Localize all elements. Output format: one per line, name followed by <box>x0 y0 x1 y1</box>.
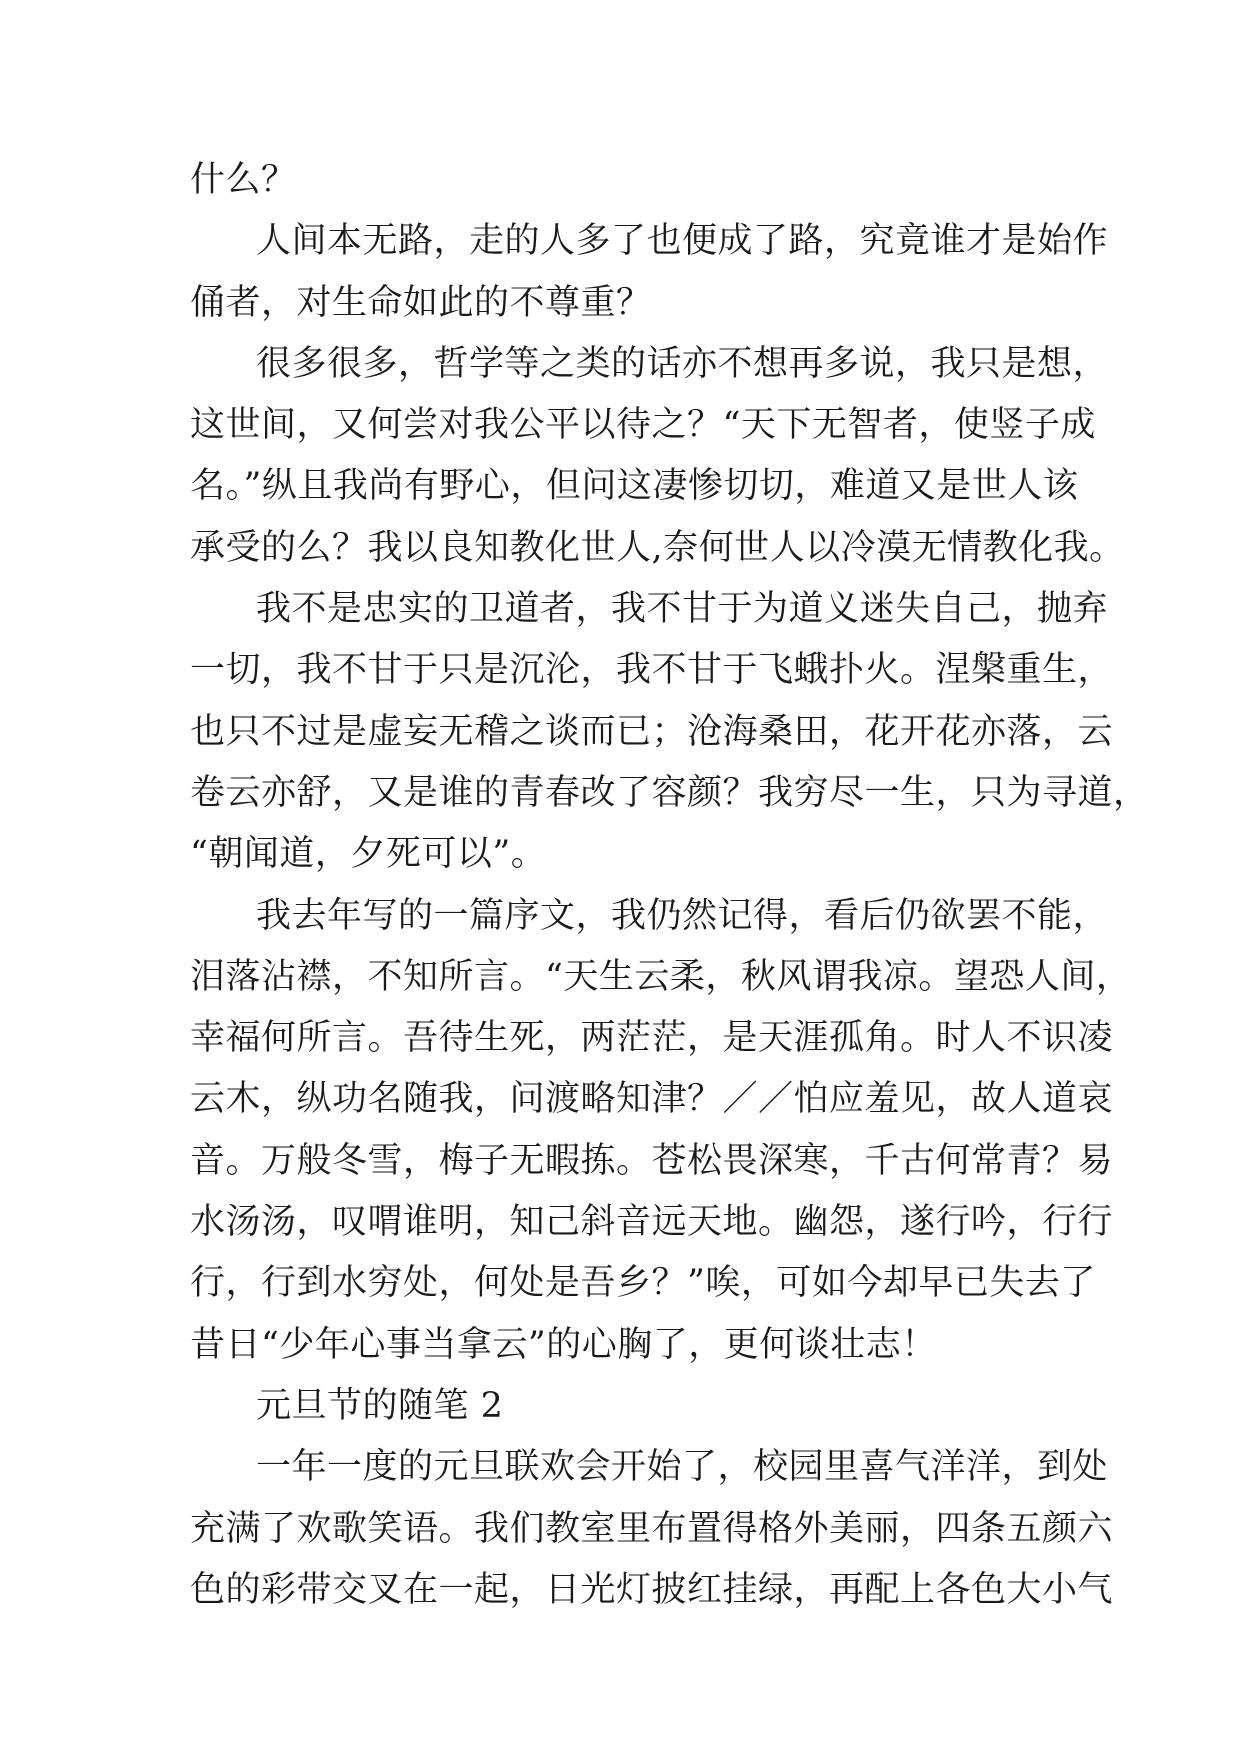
text-line: 昔日“少年心事当拿云”的心胸了，更何谈壮志！ <box>190 1324 937 1365</box>
text-line: 泪落沾襟，不知所言。“天生云柔，秋风谓我凉。望恐人间， <box>190 956 1132 997</box>
text-line: 承受的么？我以良知教化世人,奈何世人以冷漠无情教化我。 <box>190 527 1125 568</box>
text-line: 音。万般冬雪，梅子无暇拣。苍松畏深寒，千古何常青？易 <box>190 1140 1114 1181</box>
text-line: 我去年写的一篇序文，我仍然记得，看后仍欲罢不能， <box>256 895 1109 936</box>
text-line: 行，行到水穷处，何处是吾乡？”唉，可如今却早已失去了 <box>190 1263 1096 1304</box>
text-line: “朝闻道，夕死可以”。 <box>190 834 547 875</box>
text-line: 这世间，又何尝对我公平以待之？“天下无智者，使竖子成 <box>190 405 1096 446</box>
text-line: 卷云亦舒，又是谁的青春改了容颜？我穷尽一生，只为寻道， <box>190 772 1149 813</box>
text-line: 水汤汤，叹喟谁明，知己斜音远天地。幽怨，遂行吟，行行 <box>190 1202 1114 1243</box>
text-line: 充满了欢歌笑语。我们教室里布置得格外美丽，四条五颜六 <box>190 1508 1114 1549</box>
section-heading: 元旦节的随笔 2 <box>256 1385 504 1426</box>
text-line: 我不是忠实的卫道者，我不甘于为道义迷失自己，抛弃 <box>256 589 1109 630</box>
text-line: 什么？ <box>190 160 297 200</box>
text-line: 很多很多，哲学等之类的话亦不想再多说，我只是想， <box>256 343 1109 384</box>
text-line: 名。”纵且我尚有野心，但问这凄惨切切，难道又是世人该 <box>190 466 1079 507</box>
text-line: 色的彩带交叉在一起，日光灯披红挂绿，再配上各色大小气 <box>190 1569 1114 1610</box>
text-line: 人间本无路，走的人多了也便成了路，究竟谁才是始作 <box>256 221 1109 262</box>
text-line: 一年一度的元旦联欢会开始了，校园里喜气洋洋，到处 <box>256 1447 1109 1488</box>
text-line: 云木，纵功名随我，问渡略知津？／／怕应羞见，故人道哀 <box>190 1079 1114 1120</box>
text-line: 幸福何所言。吾待生死，两茫茫，是天涯孤角。时人不识凌 <box>190 1018 1114 1059</box>
document-body <box>190 150 1149 1621</box>
text-line: 也只不过是虚妄无稽之谈而已；沧海桑田，花开花亦落，云 <box>190 711 1114 752</box>
text-line: 一切，我不甘于只是沉沦，我不甘于飞蛾扑火。涅槃重生， <box>190 650 1114 691</box>
text-line: 俑者，对生命如此的不尊重？ <box>190 282 652 323</box>
